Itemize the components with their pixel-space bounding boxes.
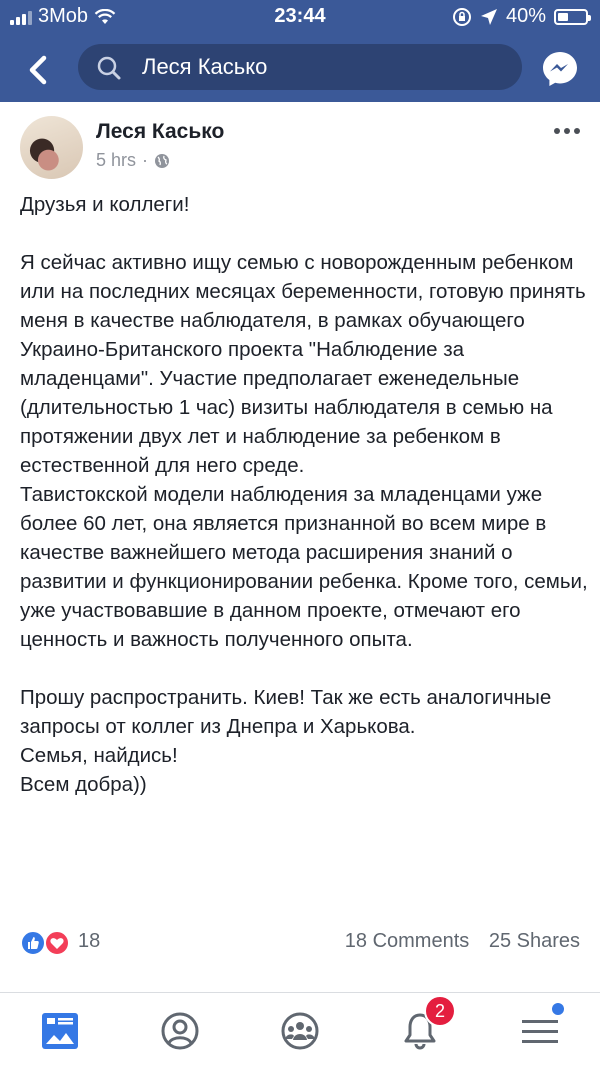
- tab-profile[interactable]: [150, 1003, 210, 1063]
- post-paragraph: Всем добра)): [20, 773, 147, 796]
- more-options-icon[interactable]: [554, 128, 580, 134]
- back-icon[interactable]: [18, 50, 58, 90]
- love-reaction-icon: [44, 930, 70, 956]
- status-time: 23:44: [274, 5, 326, 27]
- tab-bar: [0, 993, 600, 1066]
- reactions-bar: [20, 926, 580, 960]
- battery-fill: [558, 13, 568, 21]
- post-paragraph: Я сейчас активно ищу семью с новорожденным ребенком или на последних месяцах беременности, готовую принять меня в качестве наблюдателя, в рамках обучающего Украино-Британского проекта "Наблюдение за младенцами". Участие предполагает еженедельные (длительностью 1 час) визиты наблюдателя в семью на протяжении двух лет и наблюдение за ребенком в естественной для него среде.: [20, 251, 586, 477]
- post-body: [20, 190, 590, 799]
- menu-new-indicator: [552, 1003, 564, 1015]
- news-feed-icon: [30, 1003, 90, 1063]
- status-bar: [0, 0, 600, 34]
- battery-percent: 40%: [505, 5, 546, 27]
- search-text: Леся Касько: [142, 54, 268, 79]
- shares-count[interactable]: 25 Shares: [488, 930, 580, 952]
- post-author[interactable]: Леся Касько: [96, 120, 225, 143]
- header: [0, 36, 600, 100]
- tab-groups[interactable]: [270, 1003, 330, 1063]
- post-paragraph: Тавистокской модели наблюдения за младенцами уже более 60 лет, она является признанной во всем мире в качестве важнейшего метода расширения знаний о развитии и функционировании ребенка. Кроме того, семьи, уже участвовавшие в данном проекте, отмечают его ценность и важность полученного опыта.: [20, 483, 588, 651]
- comments-count[interactable]: 18 Comments: [344, 930, 470, 952]
- post-stats: [331, 930, 580, 953]
- post-paragraph: Прошу распространить. Киев! Так же есть аналогичные запросы от коллег из Днепра и Харькова.: [20, 686, 552, 738]
- carrier-label: 3Mob: [38, 5, 89, 27]
- meta-separator: ·: [142, 150, 149, 170]
- reaction-count[interactable]: 18: [78, 930, 101, 952]
- groups-icon: [270, 1003, 330, 1063]
- tab-news-feed[interactable]: [30, 1003, 90, 1063]
- search-field[interactable]: [78, 44, 522, 90]
- globe-icon: [154, 153, 170, 169]
- post-time[interactable]: 5 hrs: [96, 150, 137, 170]
- post-paragraph: Друзья и коллеги!: [20, 193, 190, 216]
- top-bar: [0, 0, 600, 102]
- rotation-lock-icon: [452, 7, 472, 27]
- profile-icon: [150, 1003, 210, 1063]
- status-right: [452, 5, 588, 28]
- location-icon: [480, 8, 498, 26]
- messenger-icon[interactable]: [540, 49, 580, 89]
- reaction-icons[interactable]: [20, 930, 74, 956]
- paragraph-gap: [20, 219, 590, 248]
- avatar[interactable]: [20, 116, 83, 179]
- notification-badge: 2: [424, 995, 456, 1027]
- paragraph-gap: [20, 654, 590, 683]
- post-meta: [96, 150, 170, 171]
- like-reaction-icon: [20, 930, 46, 956]
- search-icon: [96, 55, 122, 81]
- post-paragraph: Семья, найдись!: [20, 744, 178, 767]
- battery-icon: [554, 9, 588, 25]
